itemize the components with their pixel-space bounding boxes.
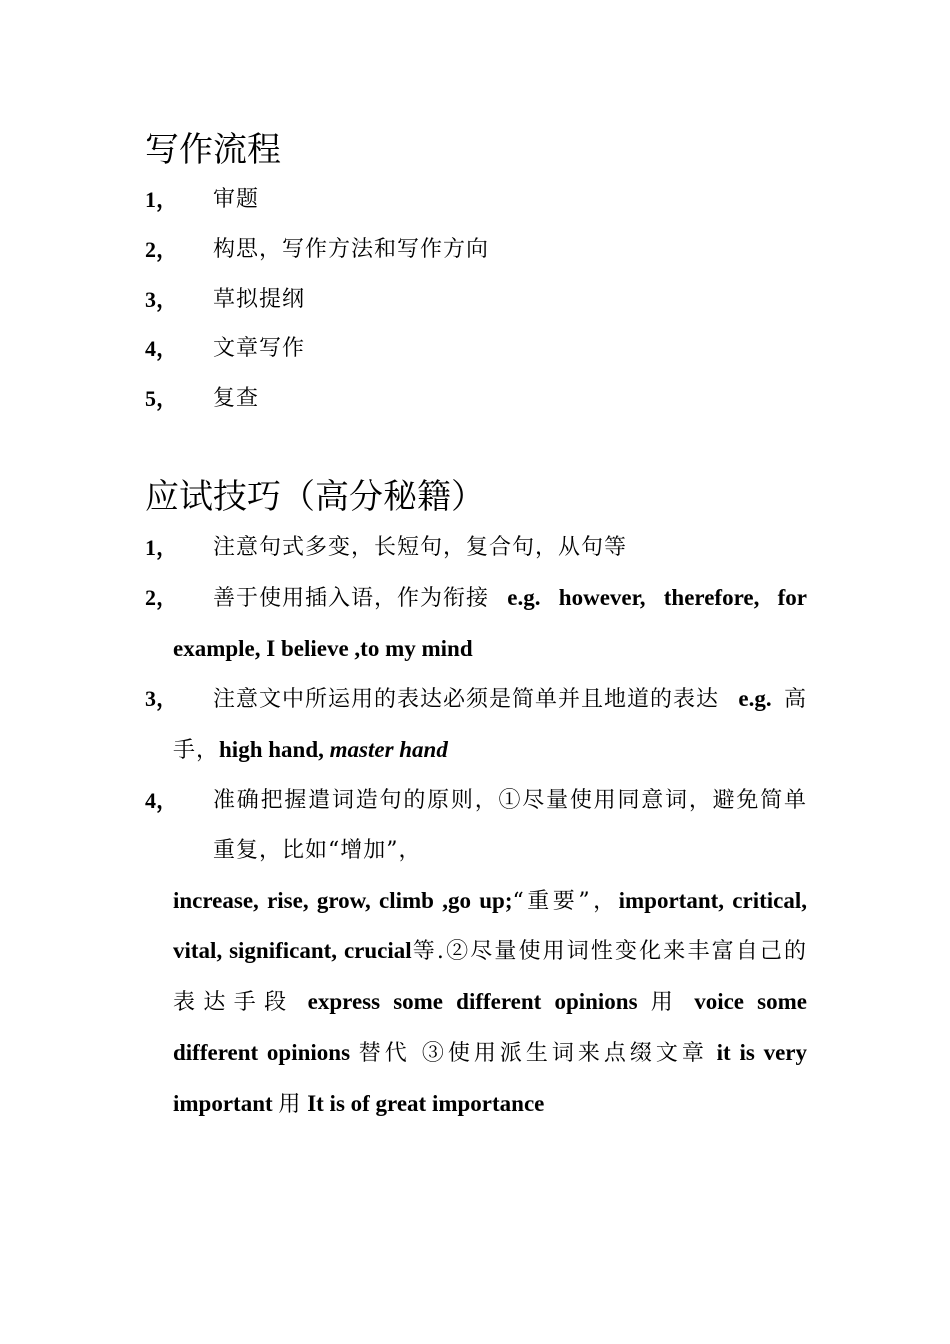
list-item (145, 776, 807, 1130)
list-item (145, 374, 807, 424)
list-item (145, 175, 807, 225)
list-item (145, 523, 807, 573)
item-number: 1， (145, 535, 179, 560)
item-text-cjk: 善于使用插入语，作为衔接 (213, 585, 490, 611)
item-number: 3， (145, 686, 179, 712)
item-number: 3， (145, 286, 179, 312)
list-item (145, 573, 807, 675)
exam-tips-list (145, 523, 807, 1130)
writing-process-list (145, 175, 807, 424)
item-text: 草拟提纲 (213, 286, 306, 312)
item-text-english: voice some different opinions (173, 989, 807, 1065)
list-item (145, 225, 807, 275)
section-title-exam-tips: 应试技巧（高分秘籍） (145, 477, 485, 517)
item-text-cjk-2: 高手， (173, 687, 807, 764)
section-title-writing-process: 写作流程 (145, 130, 281, 170)
item-text-cjk: 注意文中所运用的表达必须是简单并且地道的表达 (213, 687, 720, 713)
item-text-english: e.g. however, therefore, for example, I believe ,to my mind (173, 584, 807, 661)
item-text-cjk: 替代 ③使用派生词来点缀文章 (358, 1040, 708, 1066)
item-text: 复查 (213, 386, 260, 412)
list-item (145, 275, 807, 325)
item-text-cjk: 用 (278, 1091, 302, 1117)
item-number: 4， (145, 787, 179, 813)
item-number: 2， (145, 584, 179, 610)
item-text: 构思，写作方法和写作方向 (213, 236, 490, 262)
item-number: 2， (145, 236, 179, 262)
item-text-english-2: high hand, (219, 737, 330, 763)
item-text-english-italic: master hand (329, 737, 448, 763)
item-text-cjk: 准确把握遣词造句的原则，①尽量使用同意词，避免简单重复，比如“增加”， (213, 787, 807, 863)
list-item (145, 674, 807, 776)
item-text-english: It is of great importance (301, 1090, 545, 1116)
item-text-english: it is very important (173, 1039, 807, 1116)
item-number: 1， (145, 187, 179, 212)
item-text: 审题 (213, 187, 260, 212)
item-text-cjk: “重要”， (512, 888, 619, 914)
item-number: 4， (145, 336, 179, 362)
item-text: 文章写作 (213, 336, 306, 362)
item-text-english: express some different opinions (294, 989, 651, 1015)
item-number: 5， (145, 386, 179, 412)
list-item (145, 324, 807, 374)
item-text-cjk: 用 (650, 990, 682, 1016)
item-text: 注意句式多变，长短句，复合句，从句等 (213, 535, 628, 560)
item-text-english: increase, rise, grow, climb ,go up; (173, 887, 513, 913)
item-text-english: e.g. (738, 686, 772, 712)
item-text-english: important, critical, vital, significant, crucial (173, 887, 807, 964)
item-text-cjk: 等.②尽量使用词性变化来丰富自己的表达手段 (173, 939, 807, 1016)
